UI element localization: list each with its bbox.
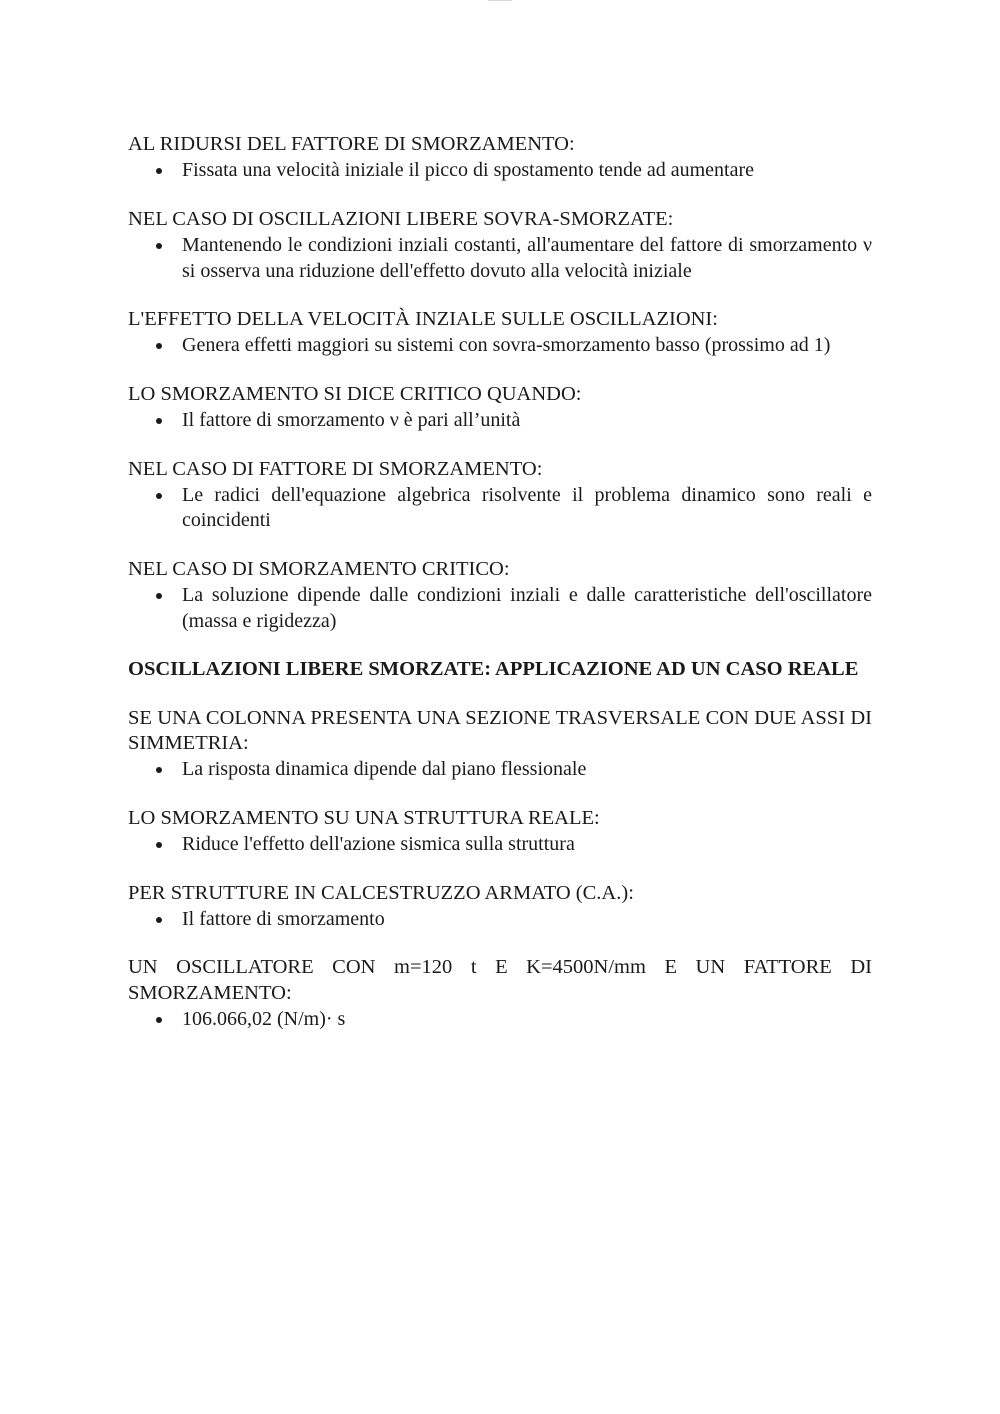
section-riduzione-smorzamento <box>128 132 872 184</box>
section-heading: NEL CASO DI OSCILLAZIONI LIBERE SOVRA-SMORZATE: <box>128 207 674 230</box>
bullet-item <box>128 832 872 857</box>
bullet-item <box>128 1007 872 1032</box>
bullet-icon <box>156 917 162 923</box>
bullet-icon <box>156 168 162 174</box>
bullet-list <box>128 333 872 358</box>
bullet-item <box>128 233 872 284</box>
bullet-list <box>128 158 872 183</box>
bullet-list <box>128 907 872 932</box>
document-page <box>128 132 872 1056</box>
bullet-icon <box>156 243 162 249</box>
section-heading: SE UNA COLONNA PRESENTA UNA SEZIONE TRASVERSALE CON DUE ASSI DI SIMMETRIA: <box>128 706 872 754</box>
bullet-list <box>128 233 872 284</box>
bullet-list <box>128 483 872 534</box>
section-sovra-smorzate <box>128 207 872 284</box>
bullet-text: Il fattore di smorzamento ν è pari all’unità <box>182 409 521 432</box>
bullet-icon <box>156 493 162 499</box>
section-fattore-smorzamento <box>128 457 872 534</box>
bullet-text: Il fattore di smorzamento <box>182 907 385 930</box>
section-heading: UN OSCILLATORE CON m=120 t E K=4500N/mm E UN FATTORE DI SMORZAMENTO: <box>128 956 872 1004</box>
bullet-text: Le radici dell'equazione algebrica risolvente il problema dinamico sono reali e coincidenti <box>182 484 872 532</box>
bullet-icon <box>156 767 162 773</box>
section-heading: LO SMORZAMENTO SU UNA STRUTTURA REALE: <box>128 806 600 829</box>
bullet-text: La soluzione dipende dalle condizioni inziali e dalle caratteristiche dell'oscillatore (massa e rigidezza) <box>182 584 872 632</box>
section-calcestruzzo <box>128 881 872 933</box>
bullet-list <box>128 408 872 433</box>
bullet-text: La risposta dinamica dipende dal piano flessionale <box>182 758 587 781</box>
bullet-icon <box>156 842 162 848</box>
section-heading: NEL CASO DI SMORZAMENTO CRITICO: <box>128 557 510 580</box>
bullet-icon <box>156 418 162 424</box>
bullet-item <box>128 158 872 183</box>
bullet-item <box>128 907 872 932</box>
bullet-item <box>128 483 872 534</box>
bullet-text: 106.066,02 (N/m)· s <box>182 1008 346 1031</box>
bullet-icon <box>156 1017 162 1023</box>
chapter-title: OSCILLAZIONI LIBERE SMORZATE: APPLICAZIONE AD UN CASO REALE <box>128 658 859 681</box>
page-top-mark <box>488 0 512 4</box>
bullet-list <box>128 757 872 782</box>
section-heading: L'EFFETTO DELLA VELOCITÀ INZIALE SULLE OSCILLAZIONI: <box>128 308 718 331</box>
bullet-list <box>128 832 872 857</box>
section-oscillatore <box>128 955 872 1032</box>
section-heading: PER STRUTTURE IN CALCESTRUZZO ARMATO (C.A.): <box>128 881 634 904</box>
section-effetto-velocita <box>128 307 872 359</box>
section-heading: LO SMORZAMENTO SI DICE CRITICO QUANDO: <box>128 382 582 405</box>
section-struttura-reale <box>128 806 872 858</box>
bullet-item <box>128 583 872 634</box>
bullet-item <box>128 333 872 358</box>
bullet-text: Riduce l'effetto dell'azione sismica sulla struttura <box>182 833 575 856</box>
section-smorzamento-critico <box>128 382 872 434</box>
bullet-list <box>128 1007 872 1032</box>
bullet-text: Fissata una velocità iniziale il picco di spostamento tende ad aumentare <box>182 159 755 182</box>
bullet-item <box>128 408 872 433</box>
bullet-item <box>128 757 872 782</box>
bullet-text: Mantenendo le condizioni inziali costanti, all'aumentare del fattore di smorzamento ν si osserva una riduzione dell'effetto dovuto alla velocità iniziale <box>182 234 872 282</box>
section-colonna-simmetria <box>128 706 872 783</box>
section-heading: NEL CASO DI FATTORE DI SMORZAMENTO: <box>128 457 543 480</box>
bullet-list <box>128 583 872 634</box>
bullet-text: Genera effetti maggiori su sistemi con sovra-smorzamento basso (prossimo ad 1) <box>182 334 831 357</box>
bullet-icon <box>156 343 162 349</box>
section-caso-critico <box>128 557 872 634</box>
section-heading: AL RIDURSI DEL FATTORE DI SMORZAMENTO: <box>128 133 575 155</box>
bullet-icon <box>156 593 162 599</box>
